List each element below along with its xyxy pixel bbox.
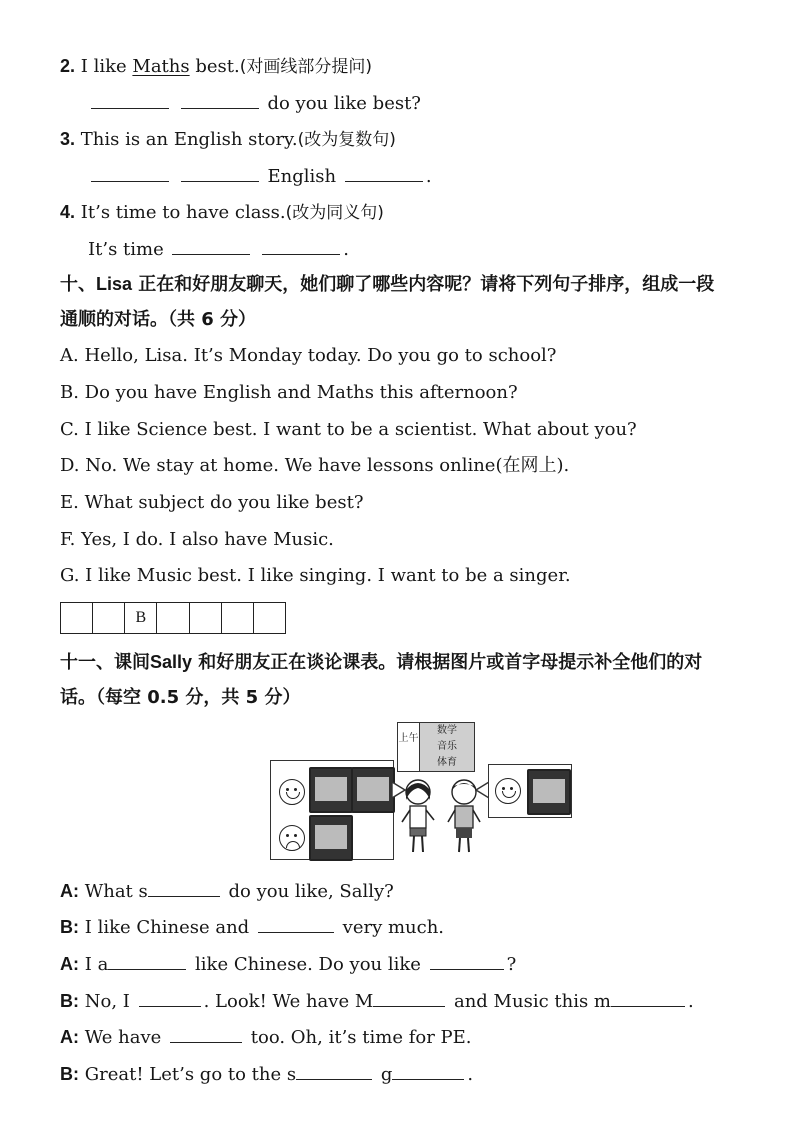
answer-blank[interactable] bbox=[91, 163, 169, 182]
answer-line-2 bbox=[88, 90, 421, 116]
question-2 bbox=[60, 54, 372, 79]
question-number: 4. bbox=[60, 202, 76, 222]
dialogue-text: . Look! We have M bbox=[203, 991, 374, 1012]
dialogue-line-2 bbox=[60, 914, 444, 940]
smile-face-icon bbox=[279, 779, 305, 805]
timetable-row: 数学 bbox=[420, 723, 474, 740]
right-speech-bubble bbox=[488, 764, 572, 818]
section-10-heading bbox=[60, 272, 714, 297]
answer-order-grid bbox=[60, 602, 286, 634]
question-3 bbox=[60, 127, 396, 152]
period: . bbox=[343, 239, 349, 260]
speaker-label: A: bbox=[60, 881, 79, 901]
question-number: 3. bbox=[60, 129, 76, 149]
question-text: This is an English story. bbox=[80, 129, 298, 150]
science-book-icon bbox=[351, 767, 395, 813]
answer-blank[interactable] bbox=[392, 1061, 464, 1080]
timetable-row: 音乐 bbox=[420, 739, 474, 756]
heading-text: 和好朋友正在谈论课表。请根据图片或首字母提示补全他们的对 bbox=[192, 652, 703, 673]
section-number: 十一、课间 bbox=[60, 652, 150, 673]
question-text: It’s time to have class. bbox=[80, 202, 286, 223]
answer-cell[interactable] bbox=[93, 603, 125, 633]
answer-blank[interactable] bbox=[262, 236, 340, 255]
instruction: (对画线部分提问) bbox=[239, 57, 372, 77]
answer-blank[interactable] bbox=[181, 163, 259, 182]
answer-blank[interactable] bbox=[258, 914, 334, 933]
dialogue-text: do you like, Sally? bbox=[228, 881, 394, 902]
answer-cell[interactable] bbox=[157, 603, 189, 633]
speaker-label: B: bbox=[60, 991, 79, 1011]
speaker-label: B: bbox=[60, 917, 79, 937]
answer-cell[interactable]: B bbox=[125, 603, 157, 633]
answer-blank[interactable] bbox=[296, 1061, 372, 1080]
speaker-label: A: bbox=[60, 954, 79, 974]
dialogue-text: No, I bbox=[84, 991, 130, 1012]
speaker-label: A: bbox=[60, 1027, 79, 1047]
dialogue-text: too. Oh, it’s time for PE. bbox=[250, 1027, 472, 1048]
option-g: G. I like Music best. I like singing. I want to be a singer. bbox=[60, 565, 571, 586]
girl-figure-icon bbox=[398, 776, 438, 856]
option-e: E. What subject do you like best? bbox=[60, 492, 364, 513]
question-number: 2. bbox=[60, 56, 76, 76]
dialogue-text: . bbox=[687, 991, 694, 1012]
question-text: best. bbox=[195, 56, 240, 77]
dialogue-line-1 bbox=[60, 878, 394, 904]
answer-cell[interactable] bbox=[222, 603, 254, 633]
dialogue-line-3 bbox=[60, 951, 516, 977]
chinese-book-icon bbox=[309, 767, 353, 813]
dialogue-text: What s bbox=[84, 881, 148, 902]
section-11-heading-line2 bbox=[60, 686, 300, 710]
period: . bbox=[425, 166, 432, 187]
timetable bbox=[397, 722, 475, 772]
section-number: 十、 bbox=[60, 274, 96, 295]
dialogue-text: and Music this m bbox=[453, 991, 611, 1012]
dialogue-line-6 bbox=[60, 1061, 473, 1087]
option-b: B. Do you have English and Maths this afternoon? bbox=[60, 382, 518, 403]
answer-cell[interactable] bbox=[61, 603, 93, 633]
question-text: I like bbox=[80, 56, 127, 77]
smile-face-icon bbox=[495, 778, 521, 804]
chinese-book-icon bbox=[527, 769, 571, 815]
dialogue-text: g bbox=[380, 1064, 393, 1085]
section-11-heading bbox=[60, 650, 702, 675]
answer-blank[interactable] bbox=[172, 236, 250, 255]
instruction: (改为同义句) bbox=[285, 203, 384, 223]
option-d: D. No. We stay at home. We have lessons online(在网上). bbox=[60, 455, 570, 476]
answer-blank[interactable] bbox=[148, 878, 220, 897]
answer-blank[interactable] bbox=[611, 988, 685, 1007]
dialogue-text: . bbox=[467, 1064, 474, 1085]
option-c: C. I like Science best. I want to be a scientist. What about you? bbox=[60, 419, 637, 440]
answer-cell[interactable] bbox=[254, 603, 285, 633]
heading-text: 通顺的对话。（共 6 分） bbox=[60, 309, 257, 330]
timetable-side-label: 上午 bbox=[398, 723, 420, 771]
answer-cell[interactable] bbox=[190, 603, 222, 633]
dialogue-text: like Chinese. Do you like bbox=[195, 954, 421, 975]
answer-blank[interactable] bbox=[430, 951, 504, 970]
dialogue-line-5 bbox=[60, 1024, 472, 1050]
answer-line-4 bbox=[88, 236, 349, 262]
heading-name: Sally bbox=[150, 652, 193, 672]
left-speech-bubble bbox=[270, 760, 394, 860]
answer-blank[interactable] bbox=[373, 988, 445, 1007]
answer-blank[interactable] bbox=[139, 988, 201, 1007]
answer-blank[interactable] bbox=[91, 90, 169, 109]
timetable-row: 体育 bbox=[420, 755, 474, 771]
answer-text: It’s time bbox=[88, 239, 164, 260]
question-4 bbox=[60, 200, 384, 225]
dialogue-text: very much. bbox=[342, 917, 445, 938]
dialogue-text: Great! Let’s go to the s bbox=[84, 1064, 297, 1085]
dialogue-text: ? bbox=[506, 954, 517, 975]
answer-blank[interactable] bbox=[108, 951, 186, 970]
answer-line-3 bbox=[88, 163, 432, 189]
speaker-label: B: bbox=[60, 1064, 79, 1084]
art-book-icon bbox=[309, 815, 353, 861]
heading-name: Lisa bbox=[96, 274, 133, 294]
answer-blank[interactable] bbox=[170, 1024, 242, 1043]
answer-blank[interactable] bbox=[181, 90, 259, 109]
option-f: F. Yes, I do. I also have Music. bbox=[60, 529, 334, 550]
instruction: (改为复数句) bbox=[297, 130, 396, 150]
answer-blank[interactable] bbox=[345, 163, 423, 182]
heading-text: 话。（每空 0.5 分，共 5 分） bbox=[60, 687, 301, 708]
dialogue-text: We have bbox=[84, 1027, 162, 1048]
heading-text: 正在和好朋友聊天，她们聊了哪些内容呢？请将下列句子排序，组成一段 bbox=[132, 274, 715, 295]
section-10-heading-line2 bbox=[60, 308, 256, 332]
sad-face-icon bbox=[279, 825, 305, 851]
answer-text: English bbox=[267, 166, 337, 187]
answer-text: do you like best? bbox=[267, 93, 421, 114]
dialogue-text: I like Chinese and bbox=[84, 917, 250, 938]
underlined-word: Maths bbox=[132, 56, 190, 77]
dialogue-line-4 bbox=[60, 988, 694, 1014]
dialogue-text: I a bbox=[84, 954, 109, 975]
option-a: A. Hello, Lisa. It’s Monday today. Do you go to school? bbox=[60, 345, 557, 366]
